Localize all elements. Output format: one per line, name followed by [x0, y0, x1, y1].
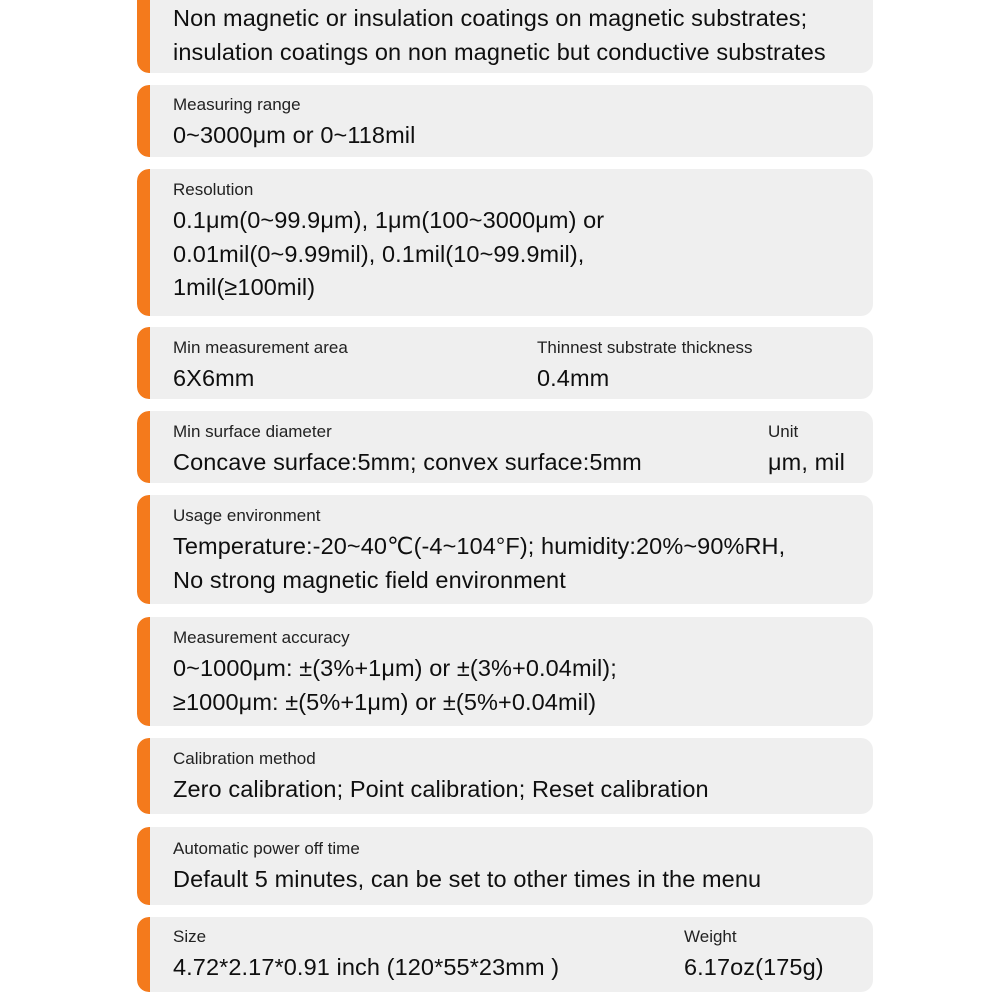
power-off-field	[173, 839, 761, 897]
spec-card-power-off	[137, 827, 873, 905]
weight-field	[684, 927, 824, 985]
calibration-label: Calibration method	[173, 749, 316, 768]
min-surface-field	[173, 422, 642, 480]
min-area-value: 6X6mm	[173, 365, 255, 391]
weight-value: 6.17oz(175g)	[684, 954, 824, 980]
coating-field	[173, 2, 826, 69]
spec-card-surface-unit	[137, 411, 873, 483]
thinnest-substrate-value: 0.4mm	[537, 365, 610, 391]
spec-card-area-substrate	[137, 327, 873, 399]
power-off-value: Default 5 minutes, can be set to other times in the menu	[173, 866, 762, 892]
measuring-range-label: Measuring range	[173, 95, 301, 114]
accuracy-value: 0~1000μm: ±(3%+1μm) or ±(3%+0.04mil); ≥1000μm: ±(5%+1μm) or ±(5%+0.04mil)	[173, 655, 617, 715]
spec-card-size-weight	[137, 917, 873, 992]
resolution-value: 0.1μm(0~99.9μm), 1μm(100~3000μm) or 0.01mil(0~9.99mil), 0.1mil(10~99.9mil), 1mil(≥100mil)	[173, 207, 605, 300]
accuracy-field	[173, 628, 617, 719]
power-off-label: Automatic power off time	[173, 839, 360, 858]
thinnest-substrate-label: Thinnest substrate thickness	[537, 338, 753, 357]
usage-environment-value: Temperature:-20~40℃(-4~104°F); humidity:20%~90%RH, No strong magnetic field environment	[173, 533, 786, 593]
min-area-field	[173, 338, 348, 396]
measuring-range-field	[173, 95, 415, 153]
unit-label: Unit	[768, 422, 799, 441]
min-area-label: Min measurement area	[173, 338, 348, 357]
usage-environment-label: Usage environment	[173, 506, 321, 525]
spec-card-measuring-range	[137, 85, 873, 157]
min-surface-label: Min surface diameter	[173, 422, 332, 441]
spec-card-accuracy	[137, 617, 873, 726]
resolution-label: Resolution	[173, 180, 254, 199]
resolution-field	[173, 180, 604, 305]
coating-value: Non magnetic or insulation coatings on magnetic substrates; insulation coatings on non magnetic but conductive substrates	[173, 5, 826, 65]
calibration-value: Zero calibration; Point calibration; Reset calibration	[173, 776, 709, 802]
accuracy-label: Measurement accuracy	[173, 628, 350, 647]
spec-card-usage-environment	[137, 495, 873, 604]
min-surface-value: Concave surface:5mm; convex surface:5mm	[173, 449, 642, 475]
usage-environment-field	[173, 506, 785, 597]
size-label: Size	[173, 927, 207, 946]
unit-value: μm, mil	[768, 449, 845, 475]
spec-card-calibration	[137, 738, 873, 814]
spec-card-coating	[137, 0, 873, 73]
size-value: 4.72*2.17*0.91 inch (120*55*23mm )	[173, 954, 560, 980]
unit-field	[768, 422, 845, 480]
thinnest-substrate-field	[537, 338, 752, 396]
size-field	[173, 927, 559, 985]
weight-label: Weight	[684, 927, 737, 946]
calibration-field	[173, 749, 709, 807]
spec-card-resolution	[137, 169, 873, 316]
measuring-range-value: 0~3000μm or 0~118mil	[173, 122, 416, 148]
